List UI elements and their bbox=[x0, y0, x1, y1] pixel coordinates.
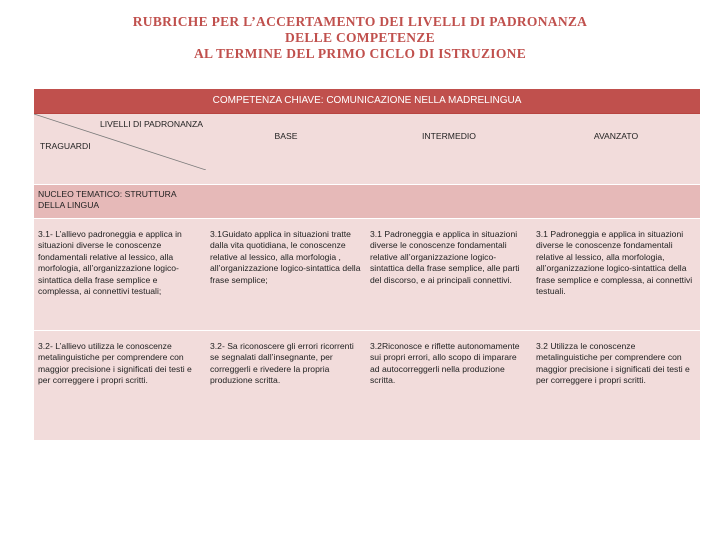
page-title bbox=[0, 14, 720, 62]
nucleo-empty-avanzato bbox=[532, 185, 700, 219]
intermedio-cell: 3.1 Padroneggia e applica in situazioni diverse le conoscenze fondamentali relative all’organizzazione logico-sintattica della frase semplice, alle parti del discorso, e ai principali connettivi. bbox=[366, 219, 532, 331]
competence-header: COMPETENZA CHIAVE: COMUNICAZIONE NELLA MADRELINGUA bbox=[34, 89, 700, 114]
intermedio-cell: 3.2Riconosce e riflette autonomamente sui propri errori, allo scopo di imparare ad autocorreggerli nella produzione scritta. bbox=[366, 331, 532, 441]
base-cell: 3.2- Sa riconoscere gli errori ricorrenti se segnalati dall’insegnante, per correggerli e rivedere la propria produzione scritta. bbox=[206, 331, 366, 441]
nucleo-empty-base bbox=[206, 185, 366, 219]
level-avanzato-header: AVANZATO bbox=[532, 114, 700, 185]
traguardi-label: TRAGUARDI bbox=[40, 141, 91, 151]
avanzato-cell: 3.2 Utilizza le conoscenze metalinguistiche per comprendere con maggior precisione i significati dei testi e per correggere i propri scritti. bbox=[532, 331, 700, 441]
corner-cell bbox=[34, 114, 206, 185]
table-row bbox=[34, 331, 700, 441]
table-row bbox=[34, 219, 700, 331]
traguardo-cell: 3.1- L’allievo padroneggia e applica in situazioni diverse le conoscenze fondamentali relative al lessico, alla morfologia, all’organizzazione logico-sintattica della frase semplice e complessa, ai connettivi testuali; bbox=[34, 219, 206, 331]
levels-label: LIVELLI DI PADRONANZA bbox=[100, 119, 203, 129]
rubric-table bbox=[34, 89, 700, 441]
base-cell: 3.1Guidato applica in situazioni tratte dalla vita quotidiana, le conoscenze relative al lessico, alla morfologia , all’organizzazione logico-sintattica della frase semplice; bbox=[206, 219, 366, 331]
avanzato-cell: 3.1 Padroneggia e applica in situazioni diverse le conoscenze fondamentali relative al lessico, alla morfologia, all’organizzazione logico-sintattica della frase semplice e complessa, ai connettivi testuali. bbox=[532, 219, 700, 331]
title-line-1: RUBRICHE PER L’ACCERTAMENTO DEI LIVELLI DI PADRONANZA bbox=[132, 14, 588, 29]
traguardo-cell: 3.2- L’allievo utilizza le conoscenze metalinguistiche per comprendere con maggior precisione i significati dei testi e per correggere i propri scritti. bbox=[34, 331, 206, 441]
level-base-header: BASE bbox=[206, 114, 366, 185]
title-line-3: AL TERMINE DEL PRIMO CICLO DI ISTRUZIONE bbox=[193, 46, 527, 61]
nucleo-empty-intermedio bbox=[366, 185, 532, 219]
title-line-2: DELLE COMPETENZE bbox=[285, 30, 435, 45]
levels-header-row bbox=[34, 114, 700, 185]
level-intermedio-header: INTERMEDIO bbox=[366, 114, 532, 185]
levels-table bbox=[34, 114, 700, 441]
nucleo-row bbox=[34, 185, 700, 219]
nucleo-tematico: NUCLEO TEMATICO: STRUTTURA DELLA LINGUA bbox=[34, 185, 206, 219]
